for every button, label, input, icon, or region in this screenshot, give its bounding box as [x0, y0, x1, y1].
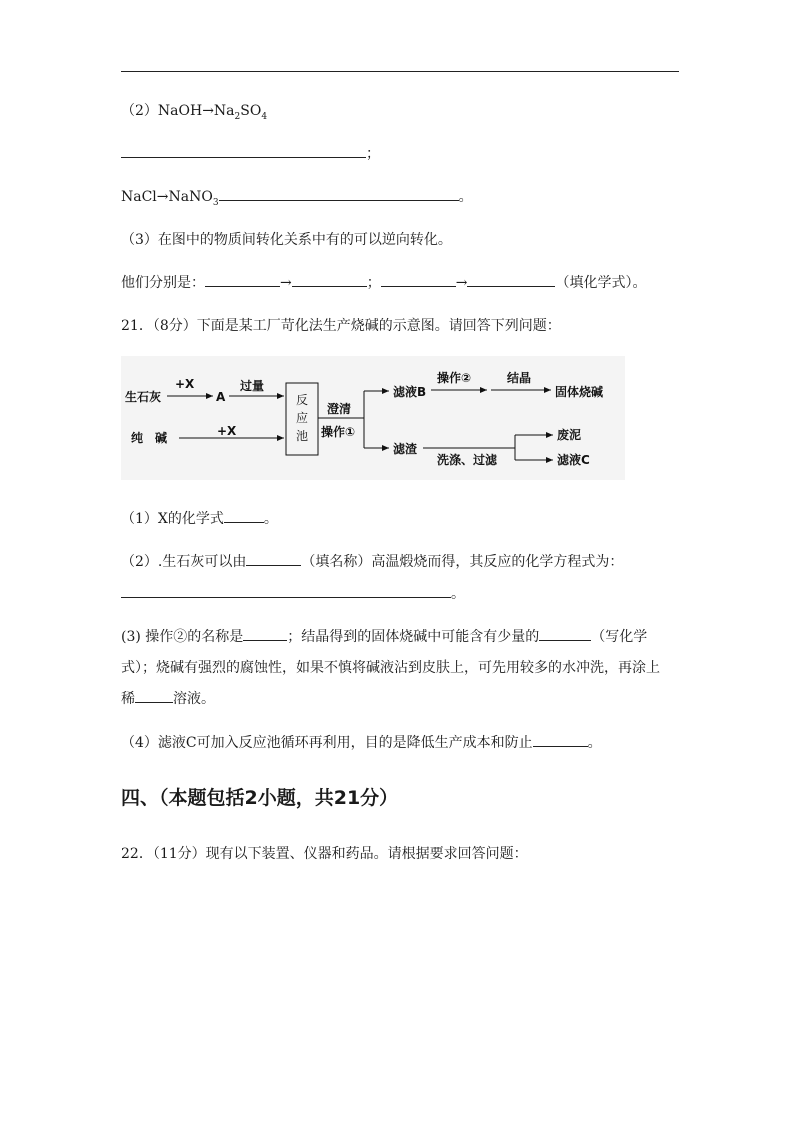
- q21-part2: [121, 551, 623, 571]
- q21-p4-a: （4）滤液C可加入反应池循环再利用，目的是降低生产成本和防止: [121, 735, 533, 751]
- q20-they-are-label: 他们分别是：: [121, 275, 205, 291]
- q21-p2-a: （2）.生石灰可以由: [121, 554, 247, 570]
- q21-intro: 21．（8分）下面是某工厂苛化法生产烧碱的示意图。请回答下列问题：: [121, 318, 561, 334]
- q21-p3-blank-1[interactable]: [243, 626, 287, 641]
- q20-answer-blank-1[interactable]: [121, 143, 366, 158]
- dg-excess: 过量: [240, 379, 265, 393]
- dg-op2: 操作②: [437, 371, 472, 385]
- dg-filtrate-c: 滤液C: [557, 453, 590, 467]
- q21-p3-b: ；结晶得到的固体烧碱中可能含有少量的: [287, 629, 540, 645]
- q21-part3-line1: [121, 626, 647, 646]
- q20-blank-1[interactable]: [205, 272, 280, 287]
- dg-quicklime: 生石灰: [125, 390, 162, 404]
- q20-part2-label: （2）NaOH→Na: [121, 103, 235, 119]
- q20-fill-formula: （填化学式）。: [555, 275, 647, 291]
- dg-plus-x-1: +X: [175, 377, 195, 391]
- q21-p1-blank[interactable]: [224, 508, 264, 523]
- dg-a: A: [216, 390, 226, 404]
- q20-nacl-prefix: NaCl→NaNO: [121, 189, 213, 205]
- top-rule: [121, 71, 679, 72]
- q20-part2: [121, 100, 267, 122]
- q20-sub1: 2: [234, 111, 241, 122]
- dg-clarify: 澄清: [327, 402, 352, 416]
- q20-arrow-1: →: [280, 275, 292, 291]
- dg-residue: 滤渣: [393, 442, 418, 456]
- q20-they-are: [121, 272, 646, 292]
- dg-soda-ash: 纯 碱: [131, 431, 168, 445]
- q20-sep: ；: [366, 275, 381, 291]
- q21-part4: [121, 732, 602, 752]
- q21-part1: [121, 508, 278, 528]
- q20-nacl-blank[interactable]: [219, 186, 459, 201]
- q21-p3-blank-2[interactable]: [539, 626, 591, 641]
- q21-p4-blank[interactable]: [533, 732, 588, 747]
- dg-reactor-3: 池: [296, 429, 309, 443]
- q21-p3-c: （写化学: [591, 629, 648, 645]
- q20-answer-line-1: [121, 143, 380, 163]
- q20-blank-2[interactable]: [292, 272, 367, 287]
- dg-crystallize: 结晶: [507, 371, 532, 385]
- q21-part2-equation: [121, 583, 465, 603]
- q20-blank-3[interactable]: [381, 272, 456, 287]
- q21-p3-blank-3[interactable]: [135, 688, 173, 703]
- dg-wash-filter: 洗涤、过滤: [437, 453, 498, 467]
- q20-semicolon: ；: [366, 146, 380, 162]
- q20-period: 。: [458, 189, 473, 205]
- dg-solid-caustic: 固体烧碱: [555, 385, 604, 399]
- q21-p2-c: 。: [451, 586, 465, 602]
- q20-part2-mid: SO: [240, 103, 262, 119]
- q21-p4-b: 。: [587, 735, 602, 751]
- q21-p2-blank-1[interactable]: [246, 551, 301, 566]
- q20-blank-4[interactable]: [467, 272, 555, 287]
- q21-p3-e: 稀: [121, 691, 135, 707]
- q20-nacl: [121, 186, 473, 208]
- dg-plus-x-2: +X: [217, 424, 237, 438]
- q20-part3: （3）在图中的物质间转化关系中有的可以逆向转化。: [121, 232, 452, 248]
- q21-p3-f: 溶液。: [173, 691, 215, 707]
- dg-waste-mud: 废泥: [557, 428, 582, 442]
- q21-p1-b: 。: [263, 511, 278, 527]
- q21-p2-b: （填名称）高温煅烧而得，其反应的化学方程式为：: [301, 554, 624, 570]
- process-diagram-svg: [121, 356, 625, 480]
- section4-title: 四、（本题包括2小题，共21分）: [121, 787, 399, 809]
- dg-op1: 操作①: [321, 425, 356, 439]
- dg-filtrate-b: 滤液B: [393, 385, 427, 399]
- q21-p3-a: (3) 操作②的名称是: [121, 629, 244, 645]
- process-diagram: [121, 356, 625, 480]
- q21-p1-a: （1）X的化学式: [121, 511, 224, 527]
- q20-sub2: 4: [261, 111, 268, 122]
- q21-part3-line2: 式）；烧碱有强烈的腐蚀性，如果不慎将碱液沾到皮肤上，可先用较多的水冲洗，再涂上: [121, 660, 660, 676]
- q21-part3-line3: [121, 688, 215, 708]
- q22-intro: 22．（11分）现有以下装置、仪器和药品。请根据要求回答问题：: [121, 846, 528, 862]
- dg-reactor-1: 反: [296, 393, 309, 407]
- q21-p2-blank-2[interactable]: [121, 583, 451, 598]
- q20-arrow-2: →: [455, 275, 468, 291]
- q20-nacl-sub: 3: [212, 197, 219, 208]
- dg-reactor-2: 应: [296, 411, 309, 425]
